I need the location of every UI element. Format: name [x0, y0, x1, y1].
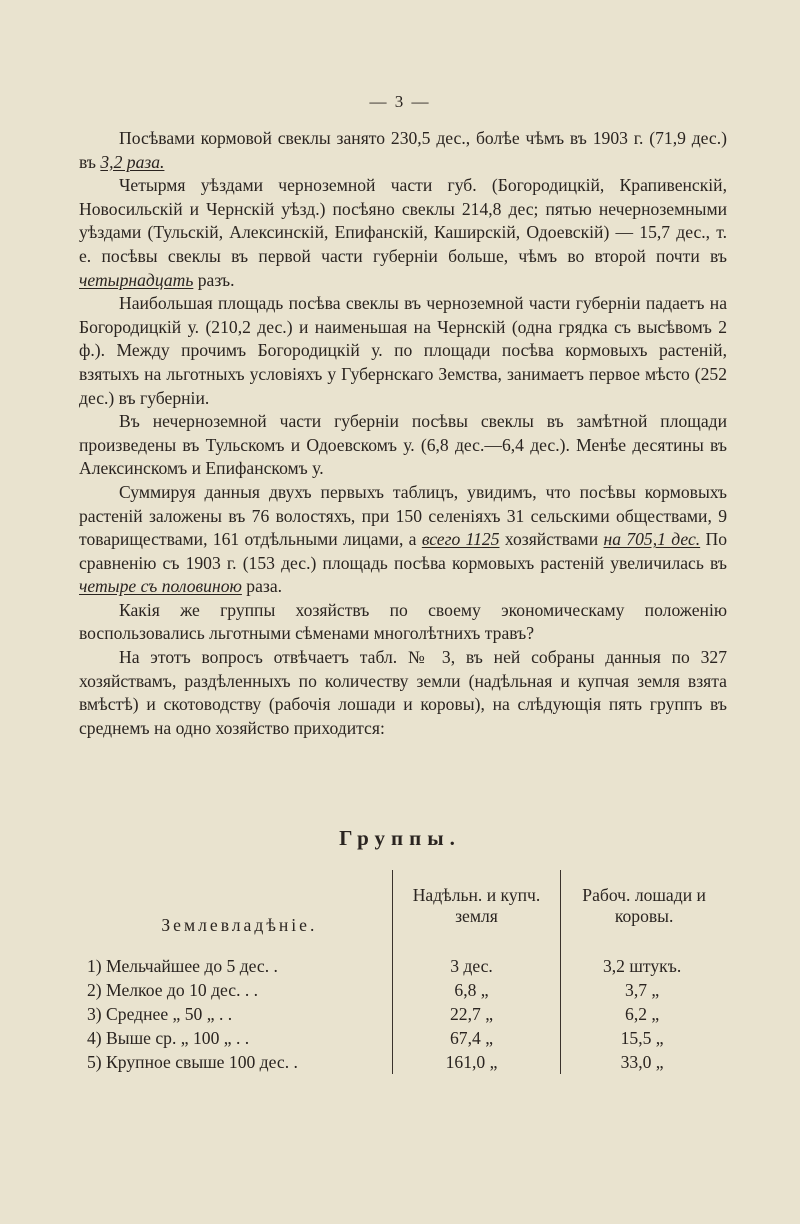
group-label: 1) Мельчайшее до 5 дес. .	[87, 956, 278, 976]
header-landholding: Землевладѣніе.	[161, 915, 318, 935]
cattle-value: 3,2 штукъ.	[602, 956, 682, 976]
text-run: Посѣвами кормовой свеклы занято 230,5 дес., болѣе чѣмъ въ 1903 г. (71,9 дес.) въ	[79, 128, 727, 172]
cattle-value: 33,0 „	[620, 1052, 664, 1072]
header-cattle-line2: коровы.	[614, 906, 674, 926]
header-land	[392, 870, 560, 942]
text-run: По сравненію съ 1903 г. (153 дес.) площадь посѣва кормовыхъ растеній увеличилась въ	[79, 529, 728, 573]
paragraph-7: На этотъ вопросъ отвѣчаетъ табл. № 3, въ ней собраны данныя по 327 хозяйствамъ, раздѣленныхъ по количеству земли (надѣльная и купчая земля взята вмѣстѣ) и скотоводству (рабочія лошади и коровы), на слѣдующія пять группъ въ среднемъ на одно хозяйство приходится:	[79, 647, 727, 738]
table-row	[79, 954, 727, 978]
paragraph-4: Въ нечерноземной части губерніи посѣвы свеклы въ замѣтной площади произведены въ Тульскомъ и Одоевскомъ у. (6,8 дес.—6,4 дес.). Менѣе десятины въ Алексинскомъ и Епифанскомъ у.	[79, 411, 727, 479]
section-heading: Группы.	[339, 826, 461, 850]
emphasis: четыре съ половиною	[79, 576, 242, 597]
header-land-line2: земля	[455, 906, 498, 926]
land-value: 67,4 „	[392, 1026, 560, 1050]
cattle-value: 3,7 „	[625, 980, 660, 1000]
page-number: — 3 —	[369, 92, 431, 111]
emphasis: 3,2 раза.	[100, 151, 165, 172]
table-row	[79, 1050, 727, 1074]
table-row	[79, 1002, 727, 1026]
land-value: 22,7 „	[392, 1002, 560, 1026]
groups-table	[79, 870, 727, 1074]
text-run: Четырмя уѣздами черноземной части губ. (Богородицкій, Крапивенскій, Новосильскій и Чернскій уѣзд.) посѣяно свеклы 214,8 дес; пятью нечерноземными уѣздами (Тульскій, Алексинскій, Епифанскій, Каширскій, Одоевскій) — 15,7 дес., т. е. посѣвы свеклы въ первой части губерніи больше, чѣмъ во второй почти въ	[79, 175, 727, 266]
header-cattle-line1: Рабоч. лошади и	[582, 885, 706, 905]
cattle-value: 6,2 „	[625, 1004, 660, 1024]
land-value: 3 дес.	[392, 954, 560, 978]
header-cattle	[561, 870, 727, 942]
paragraph-1	[79, 127, 727, 174]
group-label: 2) Мелкое до 10 дес. . .	[87, 980, 259, 1000]
table-row	[79, 1026, 727, 1050]
paragraph-3: Наибольшая площадь посѣва свеклы въ черноземной части губерніи падаетъ на Богородицкій у. (210,2 дес.) и наименьшая на Чернскій (одна грядка съ высѣвомъ 2 ф.). Между прочимъ Богородицкій у. по площади посѣва кормовыхъ растеній, взятыхъ на льготныхъ условіяхъ у Губернскаго Земства, занимаетъ первое мѣсто (252 дес.) въ губерніи.	[79, 293, 727, 408]
header-land-line1: Надѣльн. и купч.	[412, 885, 541, 905]
text-run: Суммируя данныя двухъ первыхъ таблицъ, увидимъ, что посѣвы кормовыхъ растеній заложены въ 76 волостяхъ, при 150 селеніяхъ 31 сельскими обществами, 9 товариществами, 161 отдѣльными лицами, а	[79, 481, 727, 550]
emphasis: всего 1125	[421, 529, 500, 550]
group-label: 4) Выше ср. „ 100 „ . .	[87, 1028, 250, 1048]
text-run: разъ.	[193, 269, 235, 290]
paragraph-5	[79, 481, 727, 599]
paragraph-2	[79, 174, 727, 292]
text-run: раза.	[241, 576, 283, 597]
land-value: 6,8 „	[392, 978, 560, 1002]
group-label: 5) Крупное свыше 100 дес. .	[87, 1052, 298, 1072]
table-spacer	[79, 942, 727, 954]
land-value: 161,0 „	[392, 1050, 560, 1074]
body-text	[79, 127, 727, 740]
table-header-row	[79, 870, 727, 942]
emphasis: четырнадцать	[79, 269, 194, 290]
cattle-value: 15,5 „	[620, 1028, 664, 1048]
table-row	[79, 978, 727, 1002]
paragraph-6: Какія же группы хозяйствъ по своему экономическаму положенію воспользовались льготными сѣменами многолѣтнихъ травъ?	[79, 599, 727, 644]
group-label: 3) Среднее „ 50 „ . .	[87, 1004, 233, 1024]
emphasis: на 705,1 дес.	[603, 529, 701, 550]
text-run: хозяйствами	[499, 529, 604, 550]
